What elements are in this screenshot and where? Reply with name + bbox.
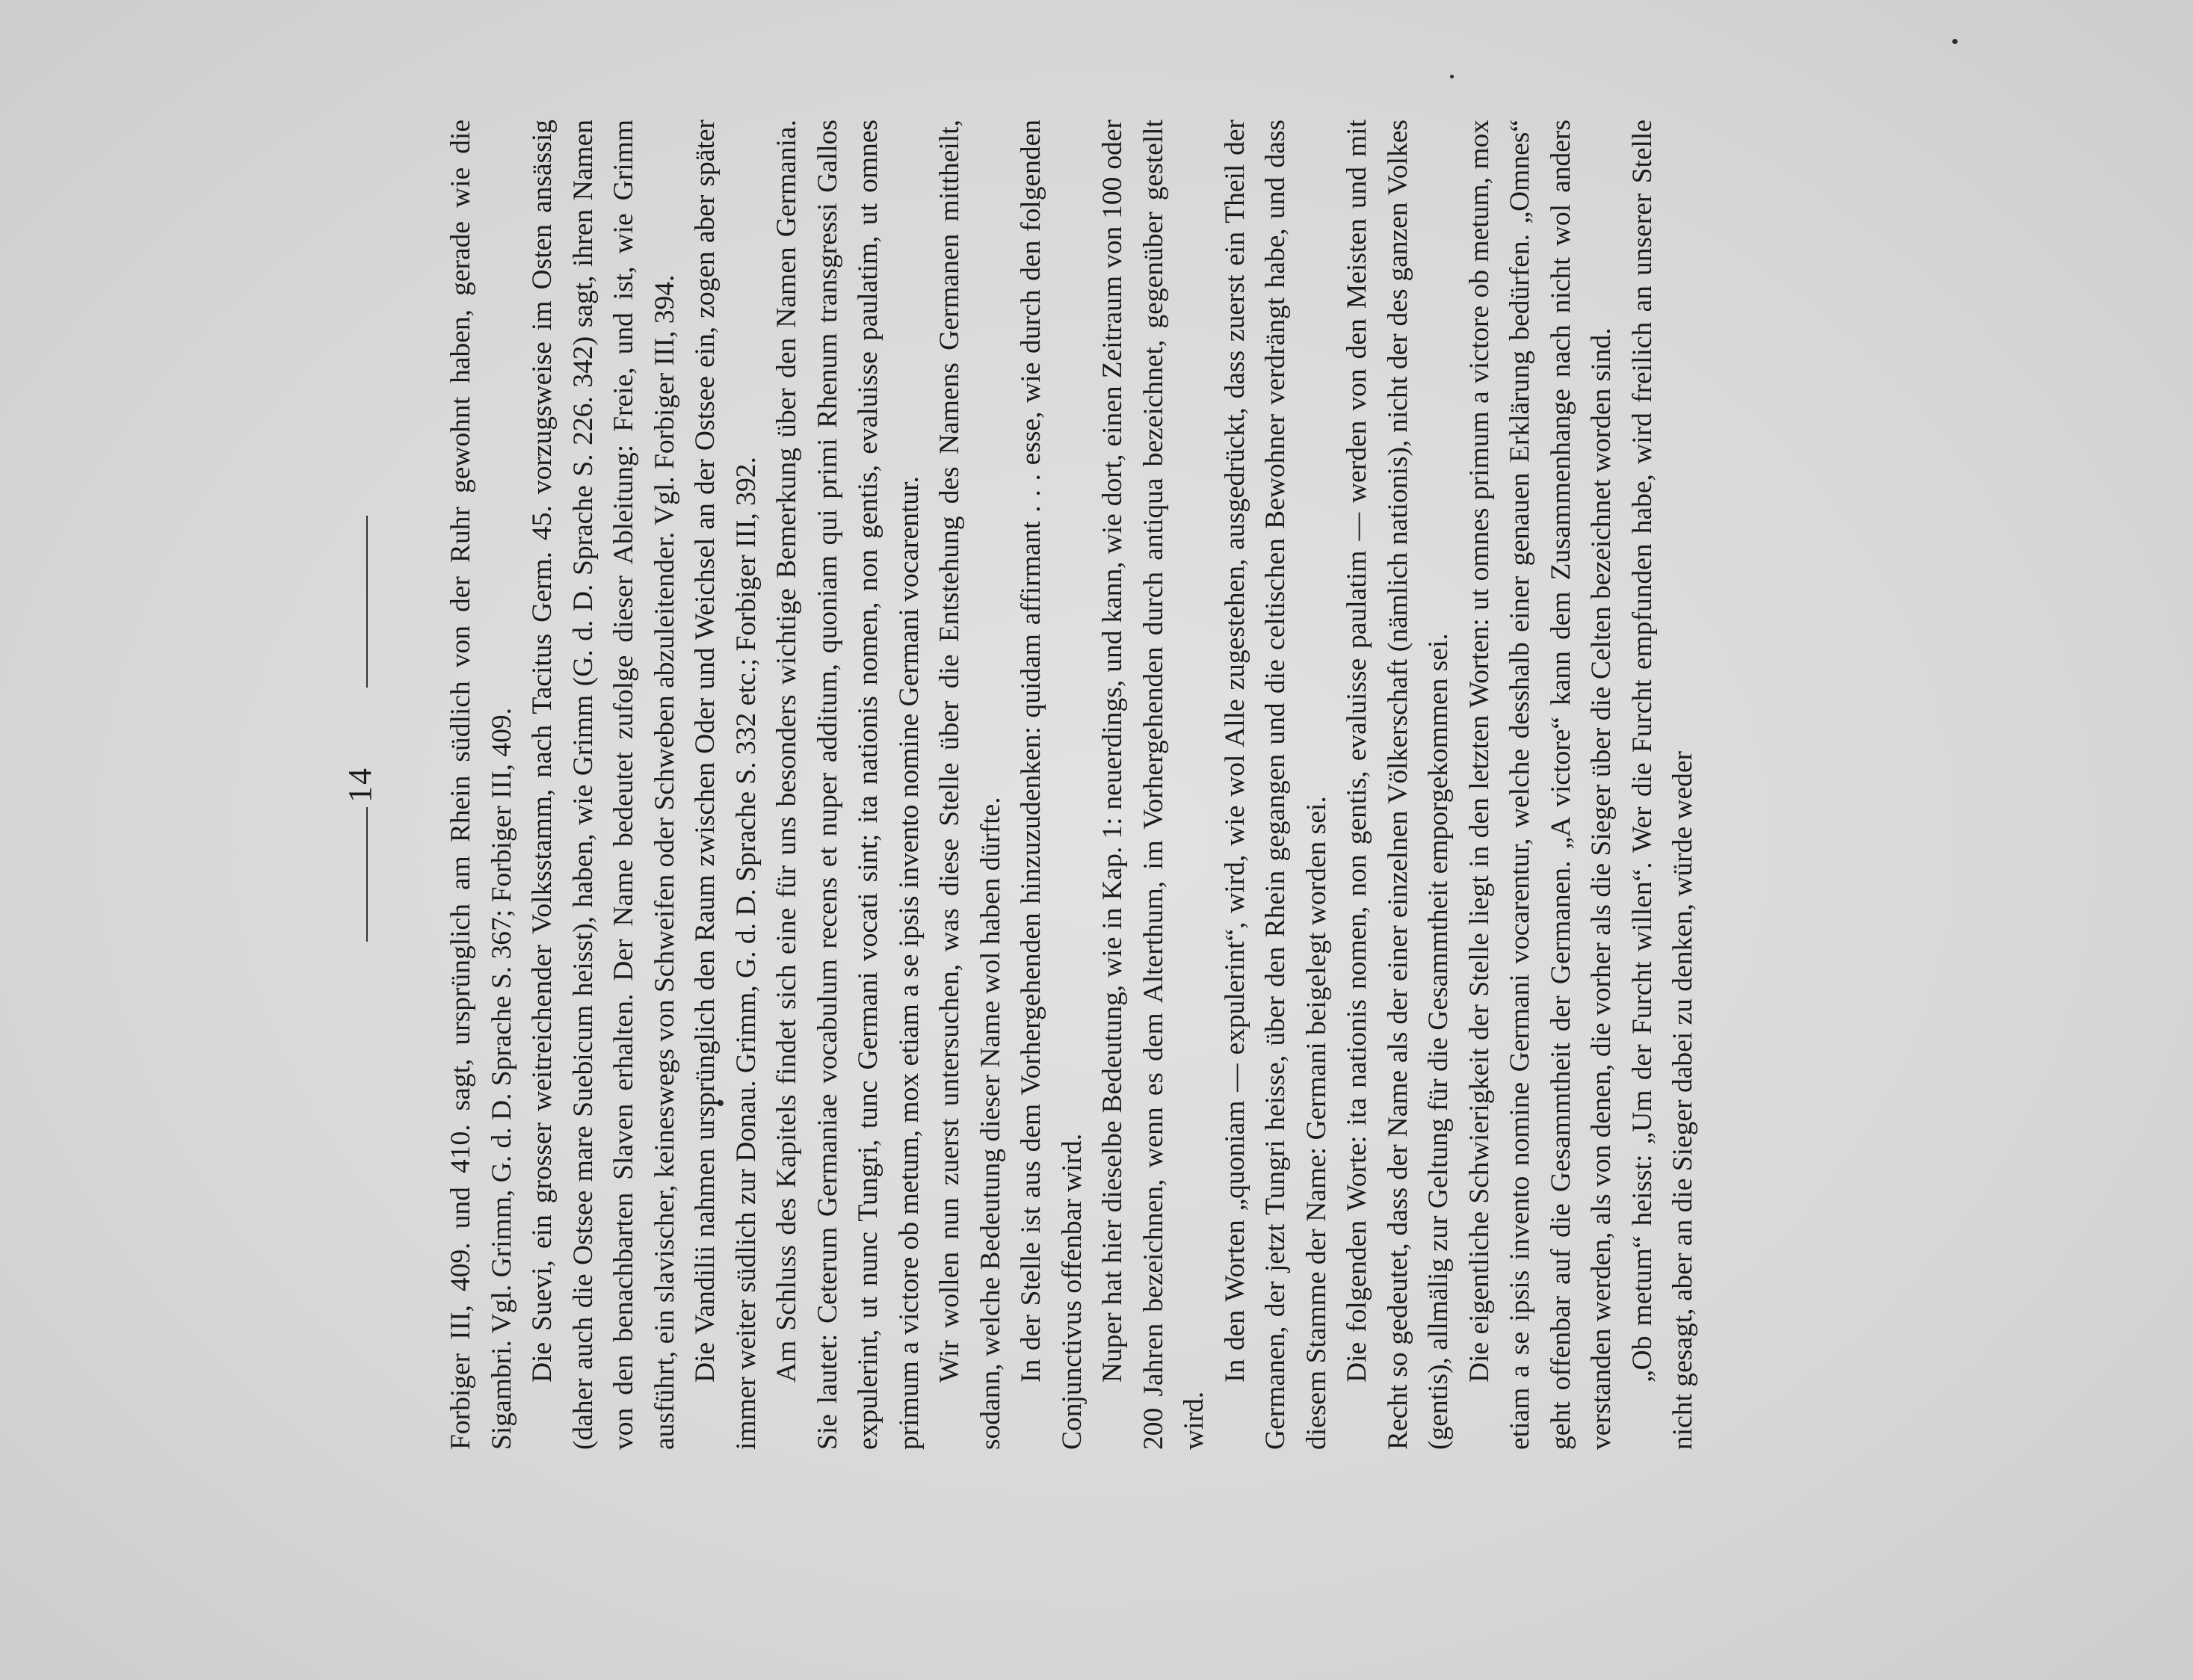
paragraph: In der Stelle ist aus dem Vorhergehenden hinzuzudenken: quidam affirmant . . . esse, wie durch den folgenden Conjunctivus offenbar wird.	[1016, 120, 1088, 1450]
header-rule-right	[366, 516, 368, 688]
ink-speck	[1952, 39, 1958, 44]
paragraph: „Ob metum“ heisst: „Um der Furcht willen“. Wer die Furcht empfunden habe, wird freilich an unserer Stelle nicht gesagt, aber an die Sieger dabei zu denken, würde weder	[1626, 120, 1698, 1450]
paragraph: Die Vandilii nahmen ursprünglich den Raum zwischen Oder und Weichsel an der Ostsee ein, zogen aber später immer weiter südlich zur Donau. Grimm, G. d. D. Sprache S. 332 etc.; Forbiger III, 392.	[690, 120, 762, 1450]
page-number: 14	[342, 767, 378, 803]
page-body	[441, 120, 1704, 1450]
paragraph: Die Suevi, ein grosser weitreichender Volksstamm, nach Tacitus Germ. 45. vorzugsweise im Osten ansässig (daher auch die Ostsee mare Suebicum heisst), haben, wie Grimm (G. d. D. Sprache S. 226. 342) sagt, ihren Namen von den benachbarten Slaven erhalten. Der Name bedeutet zufolge dieser Ableitung: Freie, und ist, wie Grimm ausführt, ein slavischer, keineswegs von Schweifen oder Schweben abzuleitender. Vgl. Forbiger III, 394.	[527, 120, 680, 1450]
paragraph: In den Worten „quoniam — expulerint“, wird, wie wol Alle zugestehen, ausgedrückt, dass zuerst ein Theil der Germanen, der jetzt Tungri heisse, über den Rhein gegangen und die celtischen Bewohner verdrängt habe, und dass diesem Stamme der Name: Germani beigelegt worden sei.	[1219, 120, 1332, 1450]
paragraph: Die folgenden Worte: ita nationis nomen, non gentis, evaluisse paulatim — werden von den Meisten und mit Recht so gedeutet, dass der Name als der einer einzelnen Völkerschaft (nämlich nationis), nicht der des ganzen Volkes (gentis), allmälig zur Geltung für die Gesammtheit emporgekommen sei.	[1342, 120, 1454, 1450]
paragraph: Nuper hat hier dieselbe Bedeutung, wie in Kap. 1: neuerdings, und kann, wie dort, einen Zeitraum von 100 oder 200 Jahren bezeichnen, wenn es dem Alterthum, im Vorhergehenden durch antiqua bezeichnet, gegenüber gestellt wird.	[1097, 120, 1209, 1450]
ink-speck	[1450, 75, 1454, 78]
paragraph: Am Schluss des Kapitels findet sich eine für uns besonders wichtige Bemerkung über den Namen Germania. Sie lautet: Ceterum Germaniae vocabulum recens et nuper additum, quoniam qui primi Rhenum transgressi Gallos expulerint, ut nunc Tungri, tunc Germani vocati sint; ita nationis nomen, non gentis, evaluisse paulatim, ut omnes primum a victore ob metum, mox etiam a se ipsis invento nomine Germani vocarentur.	[771, 120, 925, 1450]
paragraph: Die eigentliche Schwierigkeit der Stelle liegt in den letzten Worten: ut omnes primum a victore ob metum, mox etiam a se ipsis invento nomine Germani vocarentur, welche desshalb einer genauen Erklärung bedürfen. „Omnes“ geht offenbar auf die Gesammtheit der Germanen. „A victore“ kann dem Zusammenhange nach nicht wol anders verstanden werden, als von denen, die vorher als die Sieger über die Celten bezeichnet worden sind.	[1463, 120, 1617, 1450]
page-header	[323, 120, 413, 1450]
paragraph: Wir wollen nun zuerst untersuchen, was diese Stelle über die Entstehung des Namens Germanen mittheilt, sodann, welche Bedeutung dieser Name wol haben dürfte.	[934, 120, 1006, 1450]
paragraph: Forbiger III, 409. und 410. sagt, ursprünglich am Rhein südlich von der Ruhr gewohnt haben, gerade wie die Sigambri. Vgl. Grimm, G. d. D. Sprache S. 367; Forbiger III, 409.	[445, 120, 517, 1450]
rotated-book-page	[323, 120, 1878, 1450]
